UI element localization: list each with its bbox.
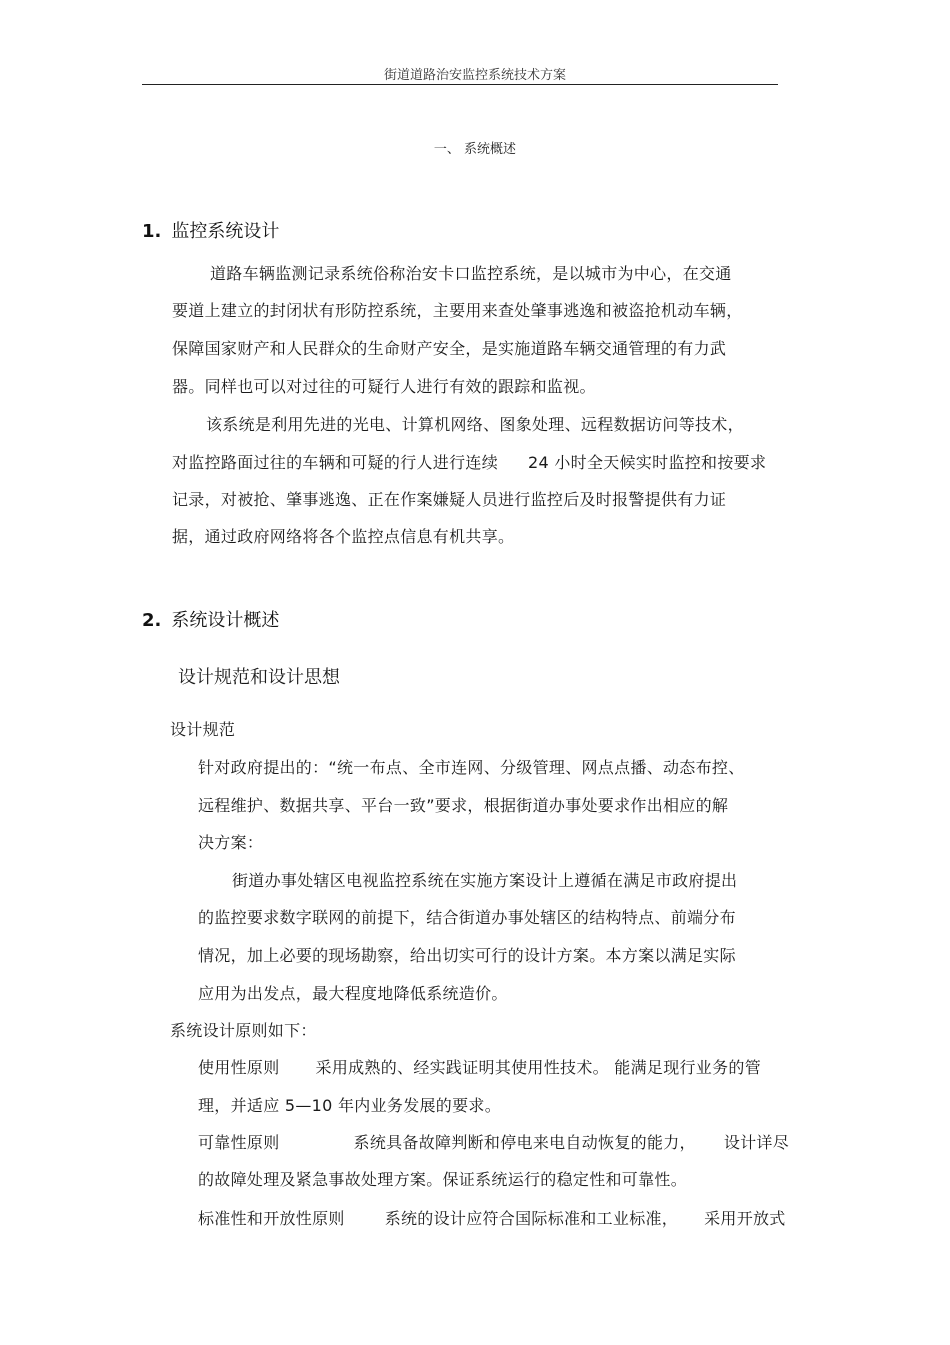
spec-p1-line: 远程维护、数据共享、平台一致”要求，根据街道办事处要求作出相应的解 bbox=[198, 796, 729, 815]
spec-p1-line: 决方案： bbox=[198, 833, 264, 852]
chapter-title: 一、 系统概述 bbox=[433, 142, 517, 157]
principle-usability-line1 bbox=[198, 1055, 761, 1078]
principle-text: 采用成熟的、经实践证明其使用性技术。 能满足现行业务的管 bbox=[315, 1058, 762, 1077]
header-rule bbox=[142, 84, 778, 85]
principle-text: 采用开放式 bbox=[704, 1209, 786, 1228]
s1-p2-line: 据，通过政府网络将各个监控点信息有机共享。 bbox=[172, 527, 515, 546]
subsection-title: 设计规范和设计思想 bbox=[178, 667, 340, 688]
s1-p1-line: 保障国家财产和人民群众的生命财产安全，是实施道路车辆交通管理的有力武 bbox=[172, 339, 727, 358]
principle-text: 系统具备故障判断和停电来电自动恢复的能力， bbox=[353, 1133, 696, 1152]
spec-p2-line: 的监控要求数字联网的前提下，结合街道办事处辖区的结构特点、前端分布 bbox=[198, 908, 736, 927]
s1-p2-text: 对监控路面过往的车辆和可疑的行人进行连续 bbox=[172, 453, 499, 472]
spec-p1-line: 针对政府提出的：“统一布点、全市连网、分级管理、网点点播、动态布控、 bbox=[198, 758, 745, 777]
running-header: 街道道路治安监控系统技术方案 bbox=[383, 68, 566, 83]
principles-label: 系统设计原则如下： bbox=[170, 1021, 317, 1040]
section-1-title: 监控系统设计 bbox=[171, 221, 280, 242]
section-2-number: 2. bbox=[142, 610, 162, 631]
s1-p1-line: 道路车辆监测记录系统俗称治安卡口监控系统，是以城市为中心，在交通 bbox=[210, 264, 732, 283]
principle-standard-line1 bbox=[198, 1206, 786, 1229]
section-2-title: 系统设计概述 bbox=[171, 610, 280, 631]
s1-p2-line bbox=[172, 450, 766, 473]
spec-p2-line: 街道办事处辖区电视监控系统在实施方案设计上遵循在满足市政府提出 bbox=[232, 871, 738, 890]
section-1-heading bbox=[142, 217, 279, 243]
principle-name: 可靠性原则 bbox=[198, 1133, 280, 1152]
spec-p2-line: 情况，加上必要的现场勘察，给出切实可行的设计方案。本方案以满足实际 bbox=[198, 946, 736, 965]
principle-text: 设计详尽 bbox=[723, 1133, 790, 1152]
principle-usability-line2: 理，并适应 5—10 年内业务发展的要求。 bbox=[198, 1096, 502, 1115]
s1-p2-line: 记录，对被抢、肇事逃逸、正在作案嫌疑人员进行监控后及时报警提供有力证 bbox=[172, 490, 727, 509]
s1-p2-line: 该系统是利用先进的光电、计算机网络、图象处理、远程数据访问等技术， bbox=[206, 415, 744, 434]
s1-p1-line: 要道上建立的封闭状有形防控系统，主要用来查处肇事逃逸和被盗抢机动车辆， bbox=[172, 301, 743, 320]
s1-p2-text: 24 小时全天候实时监控和按要求 bbox=[528, 453, 767, 472]
s1-p1-line: 器。同样也可以对过往的可疑行人进行有效的跟踪和监视。 bbox=[172, 377, 596, 396]
principle-name: 标准性和开放性原则 bbox=[198, 1209, 345, 1228]
spec-p2-line: 应用为出发点，最大程度地降低系统造价。 bbox=[198, 984, 508, 1003]
principle-reliability-line1 bbox=[198, 1130, 789, 1153]
principle-text: 系统的设计应符合国际标准和工业标准， bbox=[384, 1209, 679, 1228]
principle-reliability-line2: 的故障处理及紧急事故处理方案。保证系统运行的稳定性和可靠性。 bbox=[198, 1170, 688, 1189]
section-2-heading bbox=[142, 606, 279, 632]
section-1-number: 1. bbox=[142, 221, 162, 242]
spec-label: 设计规范 bbox=[170, 720, 236, 739]
principle-name: 使用性原则 bbox=[198, 1058, 280, 1077]
